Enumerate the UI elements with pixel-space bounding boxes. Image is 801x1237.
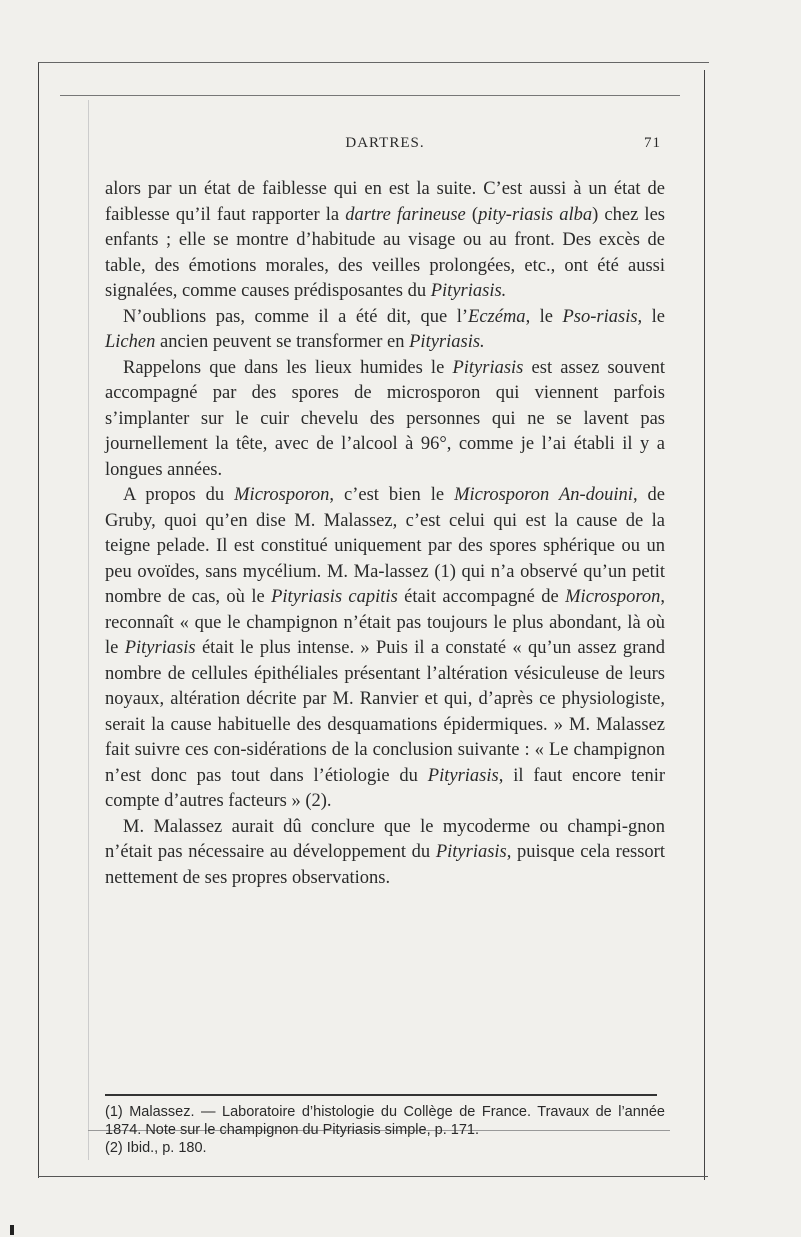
text-run: était le plus intense. » Puis il a constaté « qu’un assez grand nombre de cellules épithéliales présentant l’altération vésiculeuse de leurs noyaux, altération décrite par M. Ranvier et qui, d’après ce physiologiste, serait la cause habituelle des desquamations épidermiques. » M. Malassez fait suivre ces con-sidérations de la conclusion suivante : « Le champignon n’est donc pas tout dans l’étiologie du [105,638,665,786]
paragraph [105,483,665,815]
italic-term: Pityriasis capitis [271,587,398,607]
page-frame-bottom [38,1176,708,1177]
running-title: DARTRES. [345,135,425,151]
text-run: , le [525,306,563,327]
page-content [105,135,665,891]
italic-term: Microsporon [234,485,330,505]
italic-term: Pityriasis. [409,332,485,352]
text-run: alors par un état de faiblesse qui en est la suite. C’est aussi à un état de faiblesse qu’il faut rapporter la [105,179,665,225]
text-run: , le [637,306,665,327]
text-run: A propos du [123,485,235,505]
text-run: ancien peuvent se transformer en [155,332,410,352]
italic-term: Pityriasis [124,638,196,658]
text-run: N’oublions pas, comme il a été dit, que l’ [123,306,469,327]
text-run: ( [465,204,479,225]
text-run: , puisque cela ressort nettement de ses propres observations. [105,842,665,888]
italic-term: Pityriasis [427,765,499,786]
italic-term: Pityriasis [435,842,507,862]
italic-term: Microsporon An-douini [454,485,633,505]
italic-term: Pityriasis. [430,281,507,301]
page-frame-top [60,95,680,96]
running-head [105,135,665,163]
text-run: , de Gruby, quoi qu’en dise M. Malassez, c’est celui qui est la cause de la teigne pelade. Il est constitué uniquement par des spores sphérique ou un peu ovoïdes, sans mycélium. M. Ma-lassez (1) qui n’a observé qu’un petit nombre de cas, où le [105,485,666,607]
paragraph [105,177,665,305]
page-frame-right [704,70,705,1180]
footnotes [105,1103,665,1157]
text-run: , c’est bien le [329,485,455,505]
text-run: est assez souvent accompagné par des spores de microsporon qui viennent parfois s’implanter sur le cuir chevelu des personnes qui ne se lavent pas journellement la tête, avec de l’alcool à 96°, comme je l’ai établi il y a longues années. [105,357,665,480]
scan-speck [10,1225,14,1235]
text-run: était accompagné de [397,587,566,607]
footnote-1: (1) Malassez. — Laboratoire d’histologie du Collège de France. Travaux de l’année 1874. Note sur le champignon du Pityriasis simple, p. 171. [105,1104,665,1138]
page-number: 71 [644,135,661,151]
italic-term: Lichen [105,332,156,352]
text-run: M. Malassez aurait dû conclure que le mycoderme ou champi-gnon n’était pas nécessaire au développement du [105,816,665,862]
text-run: Rappelons que dans les lieux humides le [123,357,453,378]
body-text [105,177,665,891]
paragraph [105,305,665,356]
text-run: , il faut encore tenir compte d’autres facteurs » (2). [105,765,665,811]
paragraph [105,815,665,892]
footnote-2: (2) Ibid., p. 180. [105,1140,207,1156]
text-run: ) chez les enfants ; elle se montre d’habitude au visage ou au front. Des excès de table, des émotions morales, des veilles prolongées, etc., ont été aussi signalées, comme causes prédisposantes du [105,204,665,301]
italic-term: Microsporon [565,587,661,607]
page-frame-left-inner [88,100,89,1160]
italic-term: Pso-riasis [562,306,638,327]
italic-term: dartre farineuse [345,204,466,225]
italic-term: pity-riasis alba [478,204,593,225]
footnote-rule [105,1094,657,1096]
italic-term: Pityriasis [452,357,524,378]
paragraph [105,356,665,484]
italic-term: Eczéma [468,306,526,327]
text-run: , reconnaît « que le champignon n’était pas toujours le plus abondant, là où le [105,587,666,658]
